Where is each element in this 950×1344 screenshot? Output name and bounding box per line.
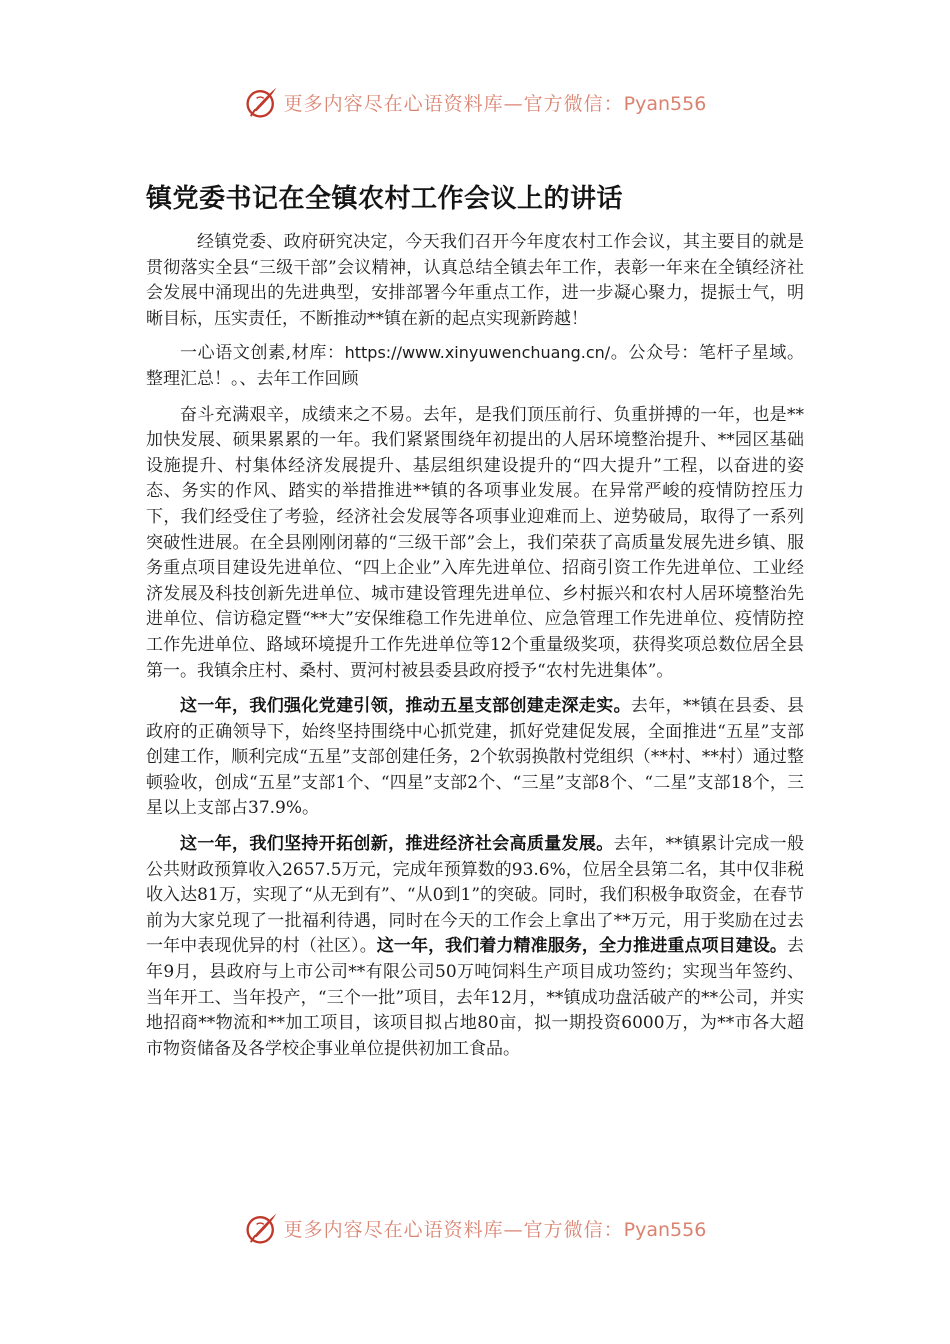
economy-text: 去年，**镇累计完成一般公共财政预算收入2657.5万元，完成年预算数的93.6%，位居全县第二名，其中仅非税收入达81万，实现了“从无到有”、“从0到1”的突破。同时，我们积极争取资金，在春节前为大家兑现了一批福利待遇，同时在今天的工作会上拿出了**万元，用于奖励在过去一年中表现优异的村（社区）。	[146, 834, 805, 957]
economy-lead: 这一年，我们坚持开拓创新，推进经济社会高质量发展。	[180, 834, 614, 855]
wechat-id: Pyan556	[623, 92, 707, 115]
quill-pen-logo-icon	[244, 84, 280, 120]
service-lead: 这一年，我们着力精准服务，全力推进重点项目建设。	[376, 936, 788, 957]
watermark-text: 更多内容尽在心语资料库—官方微信：Pyan556	[283, 92, 707, 115]
intro-paragraph: 经镇党委、政府研究决定，今天我们召开今年度农村工作会议，其主要目的就是贯彻落实全县“三级干部”会议精神，认真总结全镇去年工作，表彰一年来在全镇经济社会发展中涌现出的先进典型，安排部署今年重点工作，进一步凝心聚力，提振士气，明晰目标，压实责任，不断推动**镇在新的起点实现新跨越！	[146, 232, 804, 329]
header-watermark-banner	[0, 82, 950, 122]
economy-paragraph	[146, 832, 804, 1062]
party-building-lead: 这一年，我们强化党建引领，推动五星支部创建走深走实。	[180, 696, 631, 717]
document-title: 镇党委书记在全镇农村工作会议上的讲话	[146, 184, 624, 214]
source-url-link[interactable]: https://www.xinyuwenchuang.cn/	[344, 343, 611, 363]
footer-watermark-banner	[0, 1208, 950, 1248]
party-building-text: 去年，**镇在县委、县政府的正确领导下，始终坚持围绕中心抓党建，抓好党建促发展，全面推进“五星”支部创建工作，顺利完成“五星”支部创建任务，2个软弱换散村党组织（**村、**村）通过整顿验收，创成“五星”支部1个、“四星”支部2个、“三星”支部8个、“二星”支部18个，三星以上支部占37.9%。	[146, 696, 805, 819]
document-body	[146, 230, 804, 1072]
review-paragraph: 奋斗充满艰辛，成绩来之不易。去年，是我们顶压前行、负重拼搏的一年，也是**加快发展、硕果累累的一年。我们紧紧围绕年初提出的人居环境整治提升、**园区基础设施提升、村集体经济发展提升、基层组织建设提升的“四大提升”工程，以奋进的姿态、务实的作风、踏实的举措推进**镇的各项事业发展。在异常严峻的疫情防控压力下，我们经受住了考验，经济社会发展等各项事业迎难而上、逆势破局，取得了一系列突破性进展。在全县刚刚闭幕的“三级干部”会上，我们荣获了高质量发展先进乡镇、服务重点项目建设先进单位、“四上企业”入库先进单位、招商引资工作先进单位、工业经济发展及科技创新先进单位、城市建设管理先进单位、乡村振兴和农村人居环境整治先进单位、信访稳定暨“**大”安保维稳工作先进单位、应急管理工作先进单位、疫情防控工作先进单位、路域环境提升工作先进单位等12个重量级奖项，获得奖项总数位居全县第一。我镇余庄村、桑村、贾河村被县委县政府授予“农村先进集体”。	[146, 404, 804, 681]
source-paragraph	[146, 340, 804, 392]
party-building-paragraph	[146, 694, 804, 822]
quill-pen-logo-icon	[244, 1210, 280, 1246]
source-suffix: 。公众号：笔杆子星域。整理汇总！。、去年工作回顾	[146, 343, 804, 389]
watermark-text: 更多内容尽在心语资料库—官方微信：Pyan556	[283, 1218, 707, 1241]
wechat-id: Pyan556	[623, 1218, 707, 1241]
source-prefix: 一心语文创素,材库：	[180, 343, 345, 364]
service-text: 去年9月，县政府与上市公司**有限公司50万吨饲料生产项目成功签约；实现当年签约、当年开工、当年投产，“三个一批”项目，去年12月，**镇成功盘活破产的**公司，并实地招商**物流和**加工项目，该项目拟占地80亩，拟一期投资6000万，为**市各大超市物资储备及各学校企事业单位提供初加工食品。	[146, 936, 805, 1059]
